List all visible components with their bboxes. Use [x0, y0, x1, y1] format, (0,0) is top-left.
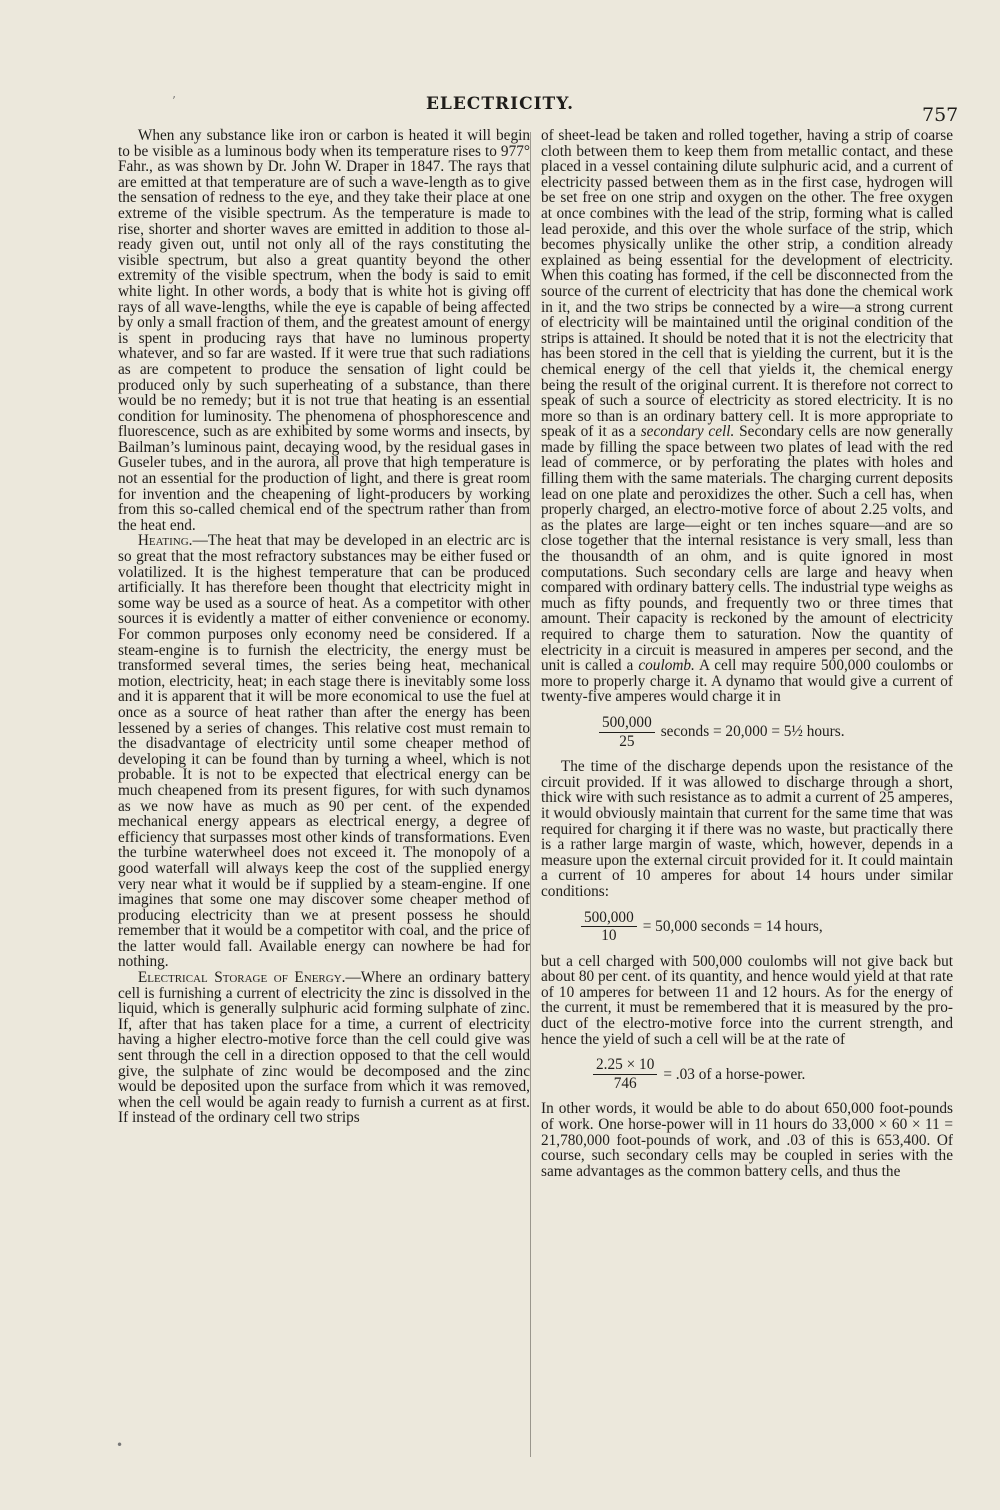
- term-secondary-cell: secondary cell.: [640, 423, 735, 441]
- numerator: 500,000: [581, 910, 637, 928]
- paragraph-storage: [118, 970, 530, 1126]
- running-header: ELECTRICITY.: [425, 94, 575, 114]
- secondary-text-b: Secondary cells are now generally made by filling the space between two plates of lead with the red lead of commerce, or by perforating the plates with holes and filling them with the same materials. The charging current deposits lead on one plate and peroxidizes the other. Such a cell has, when properly charged, an electro-motive force of about 2.25 volts, and as the plates are large—eight or ten inches square—and are so close together that the internal resistance is very small, less than the thousandth of an ohm, and is quite ignored in most computations. Such secondary cells are large and heavy when compared with ordinary battery cells. The industrial type weighs as much as fifty pounds, and frequently two or three times that amount. Their capacity is reckoned by the amount of electricity required to charge them to saturation. Now the quantity of electricity in a circuit is measured in amperes per second, and the unit is called a: [541, 423, 953, 675]
- equation-horse-power: [593, 1057, 953, 1091]
- section-heading-storage: Electrical Storage of Energy.: [137, 969, 346, 987]
- paragraph-heating: [118, 533, 530, 970]
- right-column: [541, 128, 953, 1179]
- term-coulomb: coulomb.: [638, 657, 695, 675]
- denominator: 746: [613, 1074, 637, 1092]
- page-speck: ’: [172, 94, 176, 108]
- storage-text: —Where an ordinary battery cell is furnishing a current of electricity the zinc is dissolved in the liquid, which is generally sulphuric acid forming sulphate of zinc. If, after that has taken place for a time, a current of electricity having a higher electro-motive force than the cell could give was sent through the cell in a direction opposed to that the cell would give, the sulphate of zinc would be decomposed and the zinc would be deposited upon the surface from which it was removed, when the cell would be again ready to furnish a current as at first. If instead of the ordinary cell two strips: [118, 969, 530, 1127]
- paragraph-discharge: The time of the discharge depends upon the resistance of the circuit provided. If it was allowed to discharge through a short, thick wire with such resistance as to admit a current of 25 amperes, it would obviously maintain that current for the same time that was required for charging it if there was no waste, but practically there is a rather large margin of waste, which, however, depends in a measure upon the external circuit provided for it. It could maintain a current of 10 amperes for about 14 hours under similar conditions:: [541, 758, 953, 900]
- paragraph-luminosity: When any substance like iron or carbon is heated it will begin to be visible as a luminous body when its temperature rises to 977° Fahr., as was shown by Dr. John W. Draper in 1847. The rays that are emitted at that temperature are of such a wave-length as to give the sensation of redness to the eye, and they take their place at one extreme of the visible spectrum. As the temperature is made to rise, shorter and shorter waves are emitted in addition to those already given out, until not only all of the rays constituting the visible spectrum, but also a great quantity beyond the other extremity of the visible spectrum, when the body is said to emit white light. In other words, a body that is white hot is giving off rays of all wave-lengths, while the eye is capable of being affected by only a small fraction of them, and the greatest amount of energy is spent in producing rays that have no luminous property whatever, and so far are wasted. If it were true that such radiations as are competent to produce the sensation of light could be produced only by such superheating of a substance, than there would be no remedy; but it is not true that heating is an essential condition for luminosity. The phenomena of phosphorescence and fluorescence, such as are exhibited by some worms and insects, by Bailman’s luminous paint, decaying wood, by the residual gases in Guseler tubes, and in the aurora, all prove that high temperature is not an essential for the production of light, and there is great room for invention and the cheapening of light-producers by working from this so-called chemical end of the spectrum rather than from the heat end.: [118, 127, 530, 534]
- fraction: [599, 715, 655, 749]
- left-column: [118, 128, 530, 1126]
- page-number: 757: [922, 104, 959, 126]
- paragraph-yield: but a cell charged with 500,000 coulombs will not give back but about 80 per cent. of its quantity, and hence would yield at that rate of 10 amperes for between 11 and 12 hours. As for the energy of the current, it must be remembered that it is measured by the product of the electro-motive force into the current strength, and hence the yield of such a cell will be at the rate of: [541, 952, 953, 1048]
- numerator: 500,000: [599, 715, 655, 733]
- section-heading-heating: Heating.: [137, 532, 193, 550]
- fraction: [581, 910, 637, 944]
- equation-rest: = .03 of a horse-power.: [663, 1065, 806, 1083]
- numerator: 2.25 × 10: [593, 1057, 657, 1075]
- equation-charge-time: [599, 715, 953, 749]
- secondary-text-a: of sheet-lead be taken and rolled together, having a strip of coarse cloth between them to keep them from metallic contact, and these placed in a vessel containing dilute sulphuric acid, and a current of electricity passed between them as in the first case, hydrogen will be set free on one strip and oxygen on the other. The free oxygen at once combines with the lead of the strip, forming what is called lead peroxide, and this over the whole surface of the strip, which becomes physically unlike the other strip, a condition already explained as being essential for the development of electricity. When this coating has formed, if the cell be disconnected from the source of the current of electricity that has done the chemical work in it, and the two strips be connected by a wire—a strong current of electricity will be maintained until the original condition of the strips is attained. It should be noted that it is not the electricity that has been stored in the cell that is yielding the current, but it is the chemical energy of the cell that yields it, the chemical energy being the result of the original current. It is therefore not correct to speak of such a source of electricity as stored electricity. It is no more so than is an ordinary battery cell. It is more appropriate to speak of it as a: [541, 127, 953, 441]
- page-speck: •: [116, 1438, 124, 1452]
- equation-rest: = 50,000 seconds = 14 hours,: [642, 917, 823, 935]
- paragraph-foot-pounds: In other words, it would be able to do about 650,000 foot-pounds of work. One horse-power will in 11 hours do 33,000 × 60 × 11 = 21,780,000 foot-pounds of work, and .03 of this is 653,400. Of course, such secondary cells may be coupled in series with the same advantages as the common battery cells, and thus the: [541, 1100, 953, 1180]
- denominator: 10: [601, 927, 617, 945]
- secondary-text-c: A cell may require 500,000 coulombs or more to properly charge it. A dynamo that would give a current of twenty-five amperes would charge it in: [541, 657, 953, 706]
- denominator: 25: [619, 732, 635, 750]
- equation-discharge-time: [581, 910, 953, 944]
- paragraph-secondary-cells: [541, 128, 953, 705]
- column-divider: [530, 132, 531, 1457]
- fraction: [593, 1057, 657, 1091]
- heating-text: —The heat that may be developed in an electric arc is so great that the most refractory substances may be either fused or volatilized. It is the highest temperature that can be produced artificially. It has therefore been thought that electricity might in some way be used as a source of heat. As a competitor with other sources it is evidently a matter of either convenience or economy. For common purposes only economy need be considered. If a steam-engine is to furnish the electricity, the energy must be transformed several times, the series being heat, mechanical motion, electricity, heat; in each stage there is inevitably some loss and it is apparent that it will be more economical to use the fuel at once as a source of heat rather than after the energy has been lessened by a series of changes. This relative cost must remain to the disadvantage of electricity until some cheaper method of developing it can be found than by turning a wheel, which is not probable. It is not to be expected that electrical energy can be much cheapened from its present figures, for with such dynamos as we now have as much as 90 per cent. of the expended mechanical energy appears as electrical energy, a degree of efficiency that surpasses most other kinds of transformations. Even the turbine waterwheel does not exceed it. The monopoly of a good waterfall will always keep the cost of the supplied energy very near what it would be if supplied by a steam-engine. If one imagines that some one may discover some cheaper method of producing electricity than we at present possess he should remember that it would be a competitor with coal, and the price of the latter would fall. Available energy can nowhere be had for nothing.: [118, 532, 530, 971]
- equation-rest: seconds = 20,000 = 5½ hours.: [660, 723, 845, 741]
